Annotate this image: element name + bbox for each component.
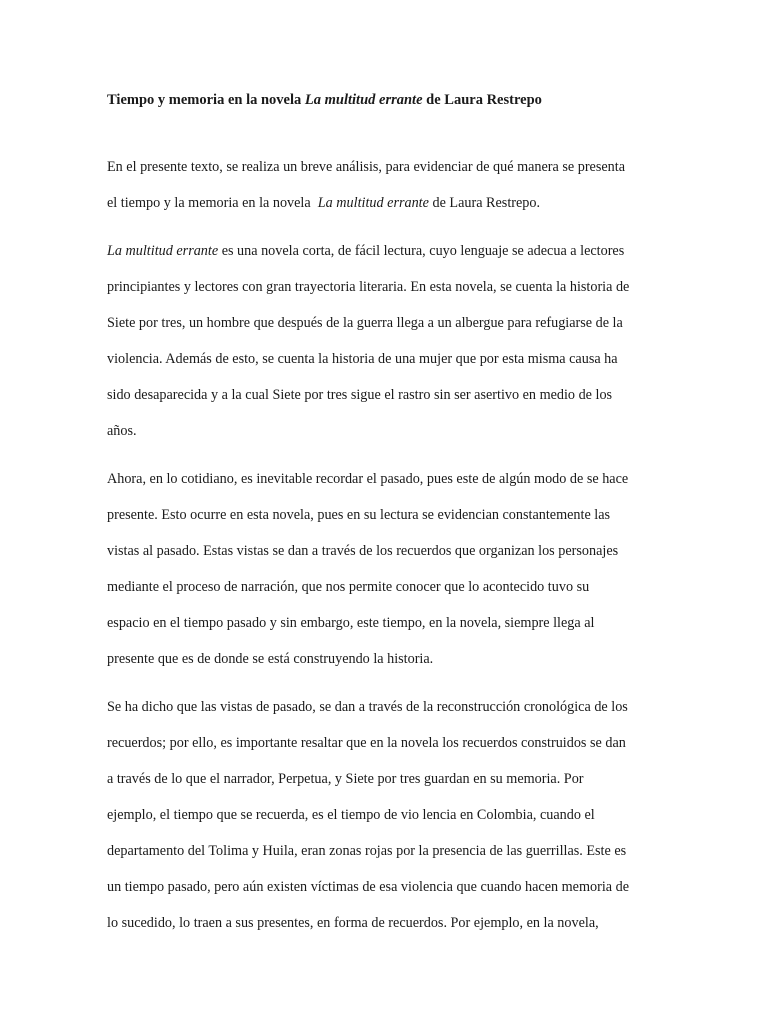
paragraph-2-line-1: La multitud errante es una novela corta, de fácil lectura, cuyo lenguaje se adecua a lectores: [107, 243, 625, 259]
paragraph-4-line-7: lo sucedido, lo traen a sus presentes, en forma de recuerdos. Por ejemplo, en la novela,: [107, 915, 599, 931]
paragraph-3-line-3: vistas al pasado. Estas vistas se dan a través de los recuerdos que organizan los personajes: [107, 543, 619, 559]
paragraph-3-line-4: mediante el proceso de narración, que nos permite conocer que lo acontecido tuvo su: [107, 579, 590, 595]
paragraph-4-line-5: departamento del Tolima y Huila, eran zonas rojas por la presencia de las guerrillas. Este es: [107, 843, 627, 859]
title-prefix: Tiempo y memoria en la novela: [107, 92, 305, 108]
paragraph-2-line-3: Siete por tres, un hombre que después de la guerra llega a un albergue para refugiarse de la: [107, 315, 623, 331]
paragraph-4-line-2: recuerdos; por ello, es importante resaltar que en la novela los recuerdos construidos se dan: [107, 735, 626, 751]
paragraph-3-line-1: Ahora, en lo cotidiano, es inevitable recordar el pasado, pues este de algún modo de se hace: [107, 471, 629, 487]
paragraph-3-line-5: espacio en el tiempo pasado y sin embargo, este tiempo, en la novela, siempre llega al: [107, 615, 595, 631]
paragraph-1-line-1: En el presente texto, se realiza un breve análisis, para evidenciar de qué manera se presenta: [107, 159, 625, 175]
paragraph-3-line-2: presente. Esto ocurre en esta novela, pues en su lectura se evidencian constantemente las: [107, 507, 611, 523]
paragraph-2-line-2: principiantes y lectores con gran trayectoria literaria. En esta novela, se cuenta la historia de: [107, 279, 630, 295]
document-title: [107, 90, 542, 110]
paragraph-1-line-2: el tiempo y la memoria en la novela La multitud errante de Laura Restrepo.: [107, 195, 541, 211]
paragraph-4-line-3: a través de lo que el narrador, Perpetua, y Siete por tres guardan en su memoria. Por: [107, 771, 584, 787]
paragraph-2-line-6: años.: [107, 423, 137, 439]
title-suffix: de Laura Restrepo: [422, 92, 542, 108]
paragraph-2-line-4: violencia. Además de esto, se cuenta la historia de una mujer que por esta misma causa ha: [107, 351, 618, 367]
paragraph-4-line-1: Se ha dicho que las vistas de pasado, se dan a través de la reconstrucción cronológica de los: [107, 699, 628, 715]
paragraph-4-line-6: un tiempo pasado, pero aún existen víctimas de esa violencia que cuando hacen memoria de: [107, 879, 629, 895]
paragraph-4-line-4: ejemplo, el tiempo que se recuerda, es el tiempo de vio lencia en Colombia, cuando el: [107, 807, 595, 823]
paragraph-2-line-5: sido desaparecida y a la cual Siete por tres sigue el rastro sin ser asertivo en medio de los: [107, 387, 613, 403]
paragraph-3-line-6: presente que es de donde se está construyendo la historia.: [107, 651, 434, 667]
title-book-name: La multitud errante: [304, 92, 423, 108]
